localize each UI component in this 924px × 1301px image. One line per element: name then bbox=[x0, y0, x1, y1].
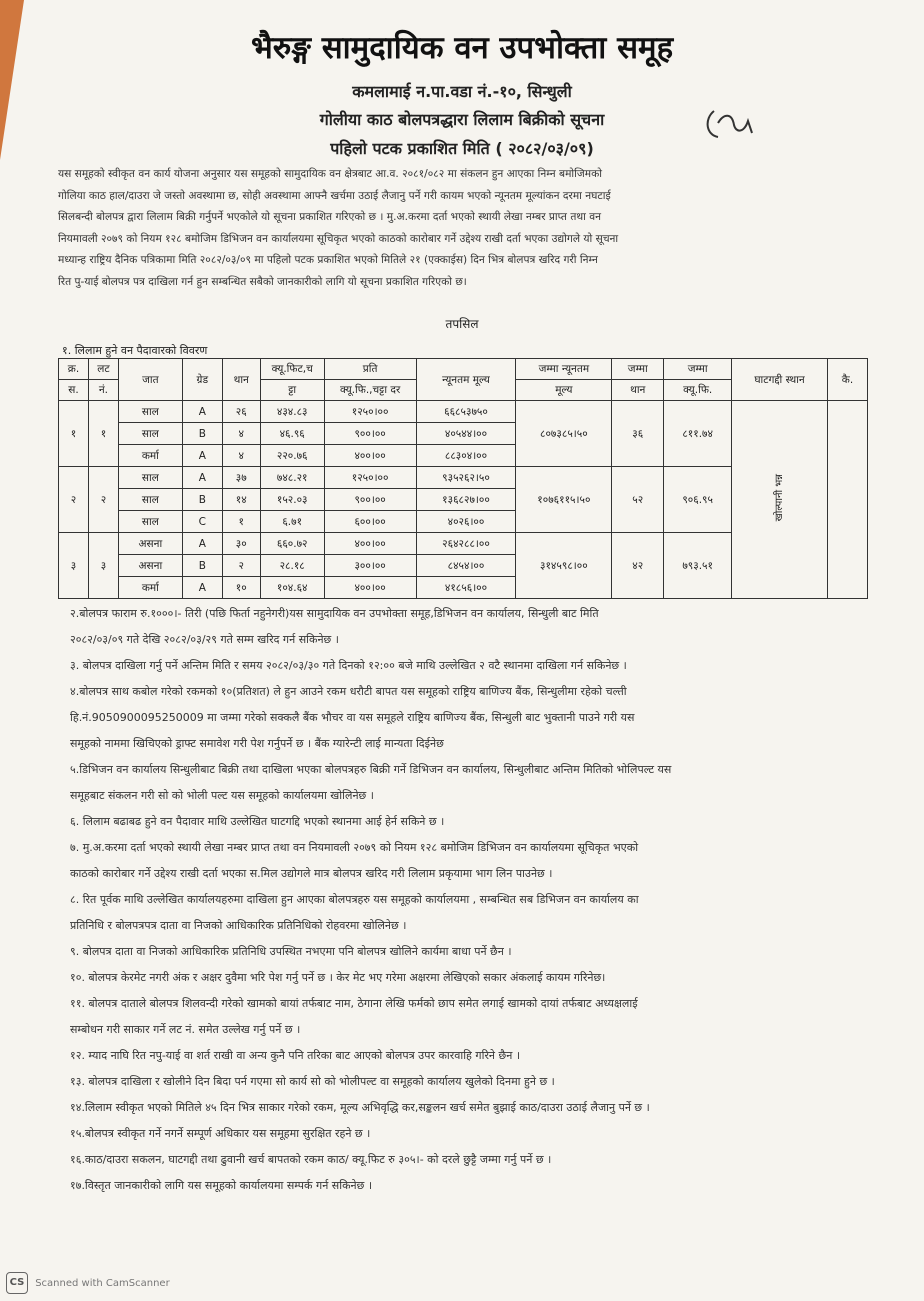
header-location: घाटगद्दी स्थान bbox=[732, 359, 828, 401]
cell-sn: १ bbox=[59, 401, 89, 467]
cell-grade: A bbox=[182, 577, 222, 599]
intro-line: रित पु-याई बोलपत्र पत्र दाखिला गर्न हुन सम्बन्धित सबैको जानकारीको लागि यो सूचना प्रकाशित गरिएको छ। bbox=[58, 275, 467, 288]
organization-title: भैरुङ्ग सामुदायिक वन उपभोक्ता समूह bbox=[250, 30, 674, 66]
cell-total-price: ३१४५९८।०० bbox=[516, 533, 612, 599]
cell-grade: A bbox=[182, 533, 222, 555]
camscanner-logo-icon: CS bbox=[6, 1272, 28, 1294]
cell-than: ३७ bbox=[222, 467, 260, 489]
cell-price: ८४५४।०० bbox=[416, 555, 516, 577]
cell-rate: ४००।०० bbox=[324, 533, 416, 555]
note-line: १३. बोलपत्र दाखिला र खोलीने दिन बिदा पर्न गएमा सो कार्य सो को भोलीपल्ट वा समूहको कार्यालय खुलेको दिनमा हुने छ । bbox=[70, 1075, 555, 1088]
cell-rate: ९००।०० bbox=[324, 423, 416, 445]
header-total-than: जम्मा bbox=[612, 359, 664, 380]
cell-than: ४ bbox=[222, 445, 260, 467]
cell-total-than: ३६ bbox=[612, 401, 664, 467]
cell-jat: कर्मा bbox=[118, 577, 182, 599]
cell-cuft: २८.१८ bbox=[260, 555, 324, 577]
items-table bbox=[58, 358, 868, 599]
note-line: २०८२/०३/०९ गते देखि २०८२/०३/२९ गते सम्म खरिद गर्न सकिनेछ । bbox=[70, 633, 339, 646]
note-line: १५.बोलपत्र स्वीकृत गर्ने नगर्ने सम्पूर्ण अधिकार यस समूहमा सुरक्षित रहने छ । bbox=[70, 1127, 371, 1140]
cell-jat: साल bbox=[118, 489, 182, 511]
cell-cuft: ६.७१ bbox=[260, 511, 324, 533]
header-total-than-b: थान bbox=[612, 380, 664, 401]
cell-cuft: ७४८.२१ bbox=[260, 467, 324, 489]
cell-jat: असना bbox=[118, 533, 182, 555]
cell-cuft: १०४.६४ bbox=[260, 577, 324, 599]
header-total-cuft: जम्मा bbox=[664, 359, 732, 380]
cell-jat: साल bbox=[118, 511, 182, 533]
cell-than: ४ bbox=[222, 423, 260, 445]
cell-total-price: १०७६११५।५० bbox=[516, 467, 612, 533]
intro-line: नियमावली २०७९ को नियम १२८ बमोजिम डिभिजन वन कार्यालयमा सूचिकृत भएको काठको कारोबार गर्ने उद्देश्य राखी दर्ता भएका उद्योगले यो सूचना bbox=[58, 232, 619, 245]
note-line: समूहको नाममा खिचिएको ड्राफ्ट समावेश गरी पेश गर्नुपर्ने छ । बैंक ग्यारेन्टी लाई मान्यता दिईनेछ bbox=[70, 737, 444, 750]
header-than: थान bbox=[222, 359, 260, 401]
note-line: ६. लिलाम बढाबढ हुने वन पैदावार माथि उल्लेखित घाटगद्दि भएको स्थानमा आई हेर्न सकिने छ । bbox=[70, 815, 445, 828]
cell-sn: ३ bbox=[59, 533, 89, 599]
cell-grade: B bbox=[182, 489, 222, 511]
header-total-min-b: मूल्य bbox=[516, 380, 612, 401]
header-sn-b: स. bbox=[59, 380, 89, 401]
note-line: ११. बोलपत्र दाताले बोलपत्र शिलवन्दी गरेको खामको बायां तर्फबाट नाम, ठेगाना लेखि फर्मको छाप समेत लगाई खामको दायां तर्फबाट अध्यक्षलाई bbox=[70, 997, 638, 1010]
notice-title: गोलीया काठ बोलपत्रद्धारा लिलाम बिक्रीको सूचना bbox=[319, 110, 605, 129]
note-line: १७.विस्तृत जानकारीको लागि यस समूहको कार्यालयमा सम्पर्क गर्न सकिनेछ । bbox=[70, 1179, 373, 1192]
cell-total-cuft: ८११.७४ bbox=[664, 401, 732, 467]
scanner-text: Scanned with CamScanner bbox=[35, 1278, 170, 1289]
cell-than: १० bbox=[222, 577, 260, 599]
cell-price: ४०५४४।०० bbox=[416, 423, 516, 445]
header-remarks: कै. bbox=[827, 359, 867, 401]
cell-price: ४०२६।०० bbox=[416, 511, 516, 533]
note-line: ३. बोलपत्र दाखिला गर्नु पर्ने अन्तिम मिति र समय २०८२/०३/३० गते दिनको १२:०० बजे माथि उल्लेखित २ वटै स्थानमा दाखिला गर्न सकिनेछ । bbox=[70, 659, 627, 672]
cell-grade: B bbox=[182, 423, 222, 445]
cell-price: ८८३०४।०० bbox=[416, 445, 516, 467]
cell-grade: B bbox=[182, 555, 222, 577]
cell-price: २६४२८८।०० bbox=[416, 533, 516, 555]
note-line: १६.काठ/दाउरा सकलन, घाटगद्दी तथा ढुवानी खर्च बापतको रकम काठ/ क्यू.फिट रु ३०५।- को दरले छुट्टै जम्मा गर्नु पर्ने छ । bbox=[70, 1153, 552, 1166]
header-jat: जात bbox=[118, 359, 182, 401]
header-rate-b: क्यू.फि.,चट्टा दर bbox=[324, 380, 416, 401]
note-line: हि.नं.9050900095250009 मा जम्मा गरेको सक्कलै बैंक भौचर वा यस समूहले राष्ट्रिय बाणिज्य बैंक, सिन्धुली बाट भुक्तानी पाउने गरी यस bbox=[70, 711, 635, 724]
note-line: ४.बोलपत्र साथ कबोल गरेको रकमको १०(प्रतिशत) ले हुन आउने रकम धरौटी बापत यस समूहको राष्ट्रिय बाणिज्य बैंक, सिन्धुलीमा रहेको चल्ती bbox=[70, 685, 627, 698]
cell-jat: साल bbox=[118, 401, 182, 423]
cell-total-price: ८०७३८५।५० bbox=[516, 401, 612, 467]
header-cuft-b: ट्टा bbox=[260, 380, 324, 401]
section-title: १. लिलाम हुने वन पैदावारको विवरण bbox=[62, 344, 208, 357]
header-total-min: जम्मा न्यूनतम bbox=[516, 359, 612, 380]
note-line: २.बोलपत्र फाराम रु.१०००।- तिरी (पछि फिर्ता नहुनेगरी)यस सामुदायिक वन उपभोक्ता समूह,डिभिजन वन कार्यालय, सिन्धुली बाट मिति bbox=[70, 607, 599, 620]
cell-lot: ३ bbox=[88, 533, 118, 599]
cell-total-cuft: ९०६.९५ bbox=[664, 467, 732, 533]
cell-than: २६ bbox=[222, 401, 260, 423]
cell-rate: १२५०।०० bbox=[324, 401, 416, 423]
intro-line: गोलिया काठ हाल/दाउरा जे जस्तो अवस्थामा छ, सोही अवस्थामा आफ्नै खर्चमा उठाई लैजानु पर्ने गरी कायम भएको न्यूनतम मूल्यांकन दरमा नघटाई bbox=[58, 189, 611, 202]
note-line: सम्बोधन गरी साकार गर्ने लट नं. समेत उल्लेख गर्नु पर्ने छ । bbox=[70, 1023, 301, 1036]
cell-than: १ bbox=[222, 511, 260, 533]
cell-cuft: ४३४.८३ bbox=[260, 401, 324, 423]
header-total-cuft-b: क्यू.फि. bbox=[664, 380, 732, 401]
cell-cuft: १५२.०३ bbox=[260, 489, 324, 511]
cell-cuft: ४६.९६ bbox=[260, 423, 324, 445]
cell-total-cuft: ७९३.५१ bbox=[664, 533, 732, 599]
note-line: १२. म्याद नाघि रित नपु-याई वा शर्त राखी वा अन्य कुनै पनि तरिका बाट आएको बोलपत्र उपर कारवाहि गरिने छैन । bbox=[70, 1049, 521, 1062]
note-line: प्रतिनिधि र बोलपत्रपत्र दाता वा निजको आधिकारिक प्रतिनिधिको रोहवरमा खोलिनेछ । bbox=[70, 919, 407, 932]
cell-lot: १ bbox=[88, 401, 118, 467]
note-line: ५.डिभिजन वन कार्यालय सिन्धुलीबाट बिक्री तथा दाखिला भएका बोलपत्रहरु बिक्री गर्ने डिभिजन वन कार्यालय, सिन्धुलीबाट अन्तिम मितिको भोलिपल्ट यस bbox=[70, 763, 672, 776]
cell-lot: २ bbox=[88, 467, 118, 533]
cell-jat: असना bbox=[118, 555, 182, 577]
cell-cuft: ६६०.७२ bbox=[260, 533, 324, 555]
intro-paragraph bbox=[58, 164, 858, 293]
location-text: खोल्पानी भन्न bbox=[773, 474, 785, 522]
tapasil-heading: तपसिल bbox=[445, 317, 479, 331]
intro-line: मध्यान्ह राष्ट्रिय दैनिक पत्रिकामा मिति २०८२/०३/०९ मा पहिलो पटक प्रकाशित भएको मितिले २१ (एक्काईस) दिन भित्र बोलपत्र खरिद गरी निम्न bbox=[58, 254, 598, 266]
note-line: ९. बोलपत्र दाता वा निजको आधिकारिक प्रतिनिधि उपस्थित नभएमा पनि बोलपत्र खोलिने कार्यमा बाधा पर्ने छैन । bbox=[70, 945, 512, 958]
cell-price: ६६८५३७५० bbox=[416, 401, 516, 423]
note-line: समूहबाट संकलन गरी सो को भोली पल्ट यस समूहको कार्यालयमा खोलिनेछ । bbox=[70, 789, 374, 802]
signature-mark bbox=[700, 103, 760, 143]
cell-grade: A bbox=[182, 445, 222, 467]
note-line: १०. बोलपत्र केरमेट नगरी अंक र अक्षर दुवैमा भरि पेश गर्नु पर्ने छ । केर मेट भए गरेमा अक्षरमा लेखिएको सकार अंकलाई कायम गरिनेछ। bbox=[70, 971, 606, 984]
header-rate: प्रति bbox=[324, 359, 416, 380]
cell-location bbox=[732, 401, 828, 599]
cell-rate: ४००।०० bbox=[324, 577, 416, 599]
note-line: १४.लिलाम स्वीकृत भएको मितिले ४५ दिन भित्र साकार गरेको रकम, मूल्य अभिवृद्धि कर,सङ्कलन खर्च समेत बुझाई काठ/दाउरा उठाई लैजानु पर्ने छ । bbox=[70, 1101, 650, 1114]
note-line: काठको कारोबार गर्ने उद्देश्य राखी दर्ता भएका स.मिल उद्योगले मात्र बोलपत्र खरिद गरी लिलाम प्रकृयामा भाग लिन पाउनेछ । bbox=[70, 867, 553, 880]
cell-total-than: ५२ bbox=[612, 467, 664, 533]
cell-grade: C bbox=[182, 511, 222, 533]
header-lot: लट bbox=[88, 359, 118, 380]
cell-price: ४१८५६।०० bbox=[416, 577, 516, 599]
cell-jat: साल bbox=[118, 467, 182, 489]
header-cuft: क्यू.फिट,च bbox=[260, 359, 324, 380]
cell-rate: १२५०।०० bbox=[324, 467, 416, 489]
cell-jat: कर्मा bbox=[118, 445, 182, 467]
cell-than: ३० bbox=[222, 533, 260, 555]
table-row bbox=[59, 401, 868, 423]
cell-sn: २ bbox=[59, 467, 89, 533]
cell-total-than: ४२ bbox=[612, 533, 664, 599]
cell-grade: A bbox=[182, 467, 222, 489]
cell-grade: A bbox=[182, 401, 222, 423]
cell-rate: ६००।०० bbox=[324, 511, 416, 533]
note-line: ८. रित पूर्वक माथि उल्लेखित कार्यालयहरुमा दाखिला हुन आएका बोलपत्रहरु यस समूहको कार्यालयमा , सम्बन्धित सब डिभिजन वन कार्यालय का bbox=[70, 893, 639, 906]
cell-rate: ३००।०० bbox=[324, 555, 416, 577]
header-grade: ग्रेड bbox=[182, 359, 222, 401]
cell-rate: ४००।०० bbox=[324, 445, 416, 467]
scanner-watermark bbox=[6, 1272, 170, 1294]
intro-line: यस समूहको स्वीकृत वन कार्य योजना अनुसार यस समूहको सामुदायिक वन क्षेत्रबाट आ.व. २०८१/०८२ मा संकलन हुन आएका निम्न बमोजिमको bbox=[58, 168, 602, 180]
cell-rate: ९००।०० bbox=[324, 489, 416, 511]
cell-than: २ bbox=[222, 555, 260, 577]
organization-address: कमलामाई न.पा.वडा नं.-१०, सिन्धुली bbox=[352, 82, 572, 101]
publish-date: पहिलो पटक प्रकाशित मिति ( २०८२/०३/०९) bbox=[330, 139, 594, 158]
intro-line: सिलबन्दी बोलपत्र द्वारा लिलाम बिक्री गर्नुपर्ने भएकोले यो सूचना प्रकाशित गरिएको छ । मु.अ.करमा दर्ता भएको स्थायी लेखा नम्बर प्राप्त तथा वन bbox=[58, 211, 602, 223]
cell-remarks bbox=[827, 401, 867, 599]
note-line: ७. मु.अ.करमा दर्ता भएको स्थायी लेखा नम्बर प्राप्त तथा वन नियमावली २०७९ को नियम १२८ बमोजिम डिभिजन वन कार्यालयमा सूचिकृत भएको bbox=[70, 841, 639, 854]
cell-price: ९३५२६२।५० bbox=[416, 467, 516, 489]
header-min-price: न्यूनतम मूल्य bbox=[416, 359, 516, 401]
header-lot-b: नं. bbox=[88, 380, 118, 401]
cell-price: १३६८२७।०० bbox=[416, 489, 516, 511]
cell-cuft: २२०.७६ bbox=[260, 445, 324, 467]
header-sn: क्र. bbox=[59, 359, 89, 380]
cell-than: १४ bbox=[222, 489, 260, 511]
cell-jat: साल bbox=[118, 423, 182, 445]
